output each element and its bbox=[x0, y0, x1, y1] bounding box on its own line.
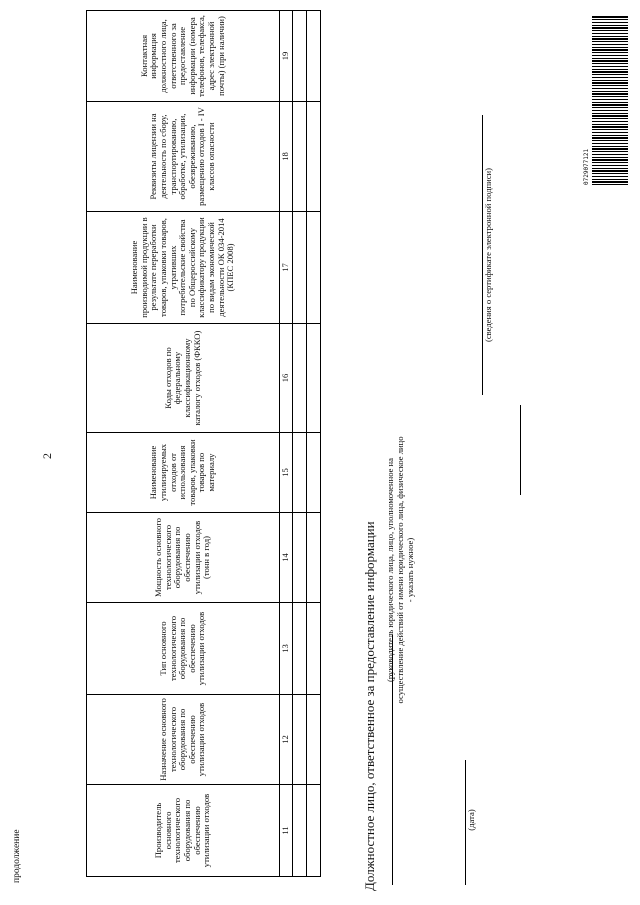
table-cell[interactable] bbox=[292, 324, 306, 433]
table-cell[interactable] bbox=[306, 11, 320, 102]
col-number: 18 bbox=[280, 102, 293, 212]
col-number: 15 bbox=[280, 433, 293, 513]
table-cell[interactable] bbox=[292, 102, 306, 212]
number-row bbox=[280, 11, 293, 877]
certificate-caption: (сведения о сертификате электронной подписи) bbox=[483, 168, 493, 342]
table-cell[interactable] bbox=[306, 513, 320, 603]
barcode-icon bbox=[592, 15, 628, 185]
table-cell[interactable] bbox=[292, 695, 306, 785]
col-header-15: Наименование утилизируемых отходов от использования товаров, упаковки товаров по материалу bbox=[87, 433, 280, 513]
col-number: 13 bbox=[280, 603, 293, 695]
table-cell[interactable] bbox=[292, 11, 306, 102]
col-header-17: Наименование производимой продукции в результате переработки товаров, упаковки товаров, утративших потребительские свойства по Общероссийскому классификатору продукции по видам экономической деятельности ОК 034-2014 (КПЕС 2008) bbox=[87, 212, 280, 324]
header-row bbox=[87, 11, 280, 877]
table-cell[interactable] bbox=[292, 513, 306, 603]
table-row bbox=[306, 11, 320, 877]
col-number: 17 bbox=[280, 212, 293, 324]
table-cell[interactable] bbox=[306, 212, 320, 324]
barcode-number: 0729077121 bbox=[583, 148, 590, 185]
table-cell[interactable] bbox=[306, 324, 320, 433]
table-cell[interactable] bbox=[306, 603, 320, 695]
col-number: 14 bbox=[280, 513, 293, 603]
table-cell[interactable] bbox=[306, 785, 320, 877]
table-row bbox=[292, 11, 306, 877]
col-header-13: Тип основного технологического оборудования по обеспечению утилизации отходов bbox=[87, 603, 280, 695]
col-number: 11 bbox=[280, 785, 293, 877]
col-header-19: Контактная информация должностного лица, ответственного за предоставление информации (номера телефонов, телефакса, адрес электронной почты) (при наличии) bbox=[87, 11, 280, 102]
date-caption: (дата) bbox=[466, 809, 476, 831]
col-number: 16 bbox=[280, 324, 293, 433]
col-header-14: Мощность основного технологического оборудования по обеспечению утилизации отходов (тонн в год) bbox=[87, 513, 280, 603]
table-cell[interactable] bbox=[292, 603, 306, 695]
col-header-12: Назначение основного технологического оборудования по обеспечению утилизации отходов bbox=[87, 695, 280, 785]
col-number: 19 bbox=[280, 11, 293, 102]
barcode bbox=[583, 15, 628, 185]
signer-caption: (руководитель юридического лица, лицо, уполномоченное на осуществление действий от имени юридического лица, физическое лицо - указать нужное) bbox=[385, 436, 415, 704]
continuation-label: продолжение bbox=[12, 829, 22, 883]
col-header-11: Производитель основного технологического оборудования по обеспечению утилизации отходов bbox=[87, 785, 280, 877]
col-header-18: Реквизиты лицензии на деятельность по сбору, транспортированию, обработке, утилизации, обезвреживанию, размещению отходов I - IV классов опасности bbox=[87, 102, 280, 212]
signature-line bbox=[520, 405, 521, 495]
table-cell[interactable] bbox=[306, 433, 320, 513]
col-number: 12 bbox=[280, 695, 293, 785]
page-number: 2 bbox=[40, 453, 54, 459]
table-cell[interactable] bbox=[292, 785, 306, 877]
col-header-16: Коды отходов по федеральному классификационному каталогу отходов (ФККО) bbox=[87, 324, 280, 433]
table-cell[interactable] bbox=[306, 102, 320, 212]
table-cell[interactable] bbox=[306, 695, 320, 785]
table-cell[interactable] bbox=[292, 433, 306, 513]
waste-equipment-table bbox=[86, 10, 321, 877]
responsible-person-title: Должностное лицо, ответственное за предоставление информации bbox=[362, 521, 377, 891]
table-cell[interactable] bbox=[292, 212, 306, 324]
